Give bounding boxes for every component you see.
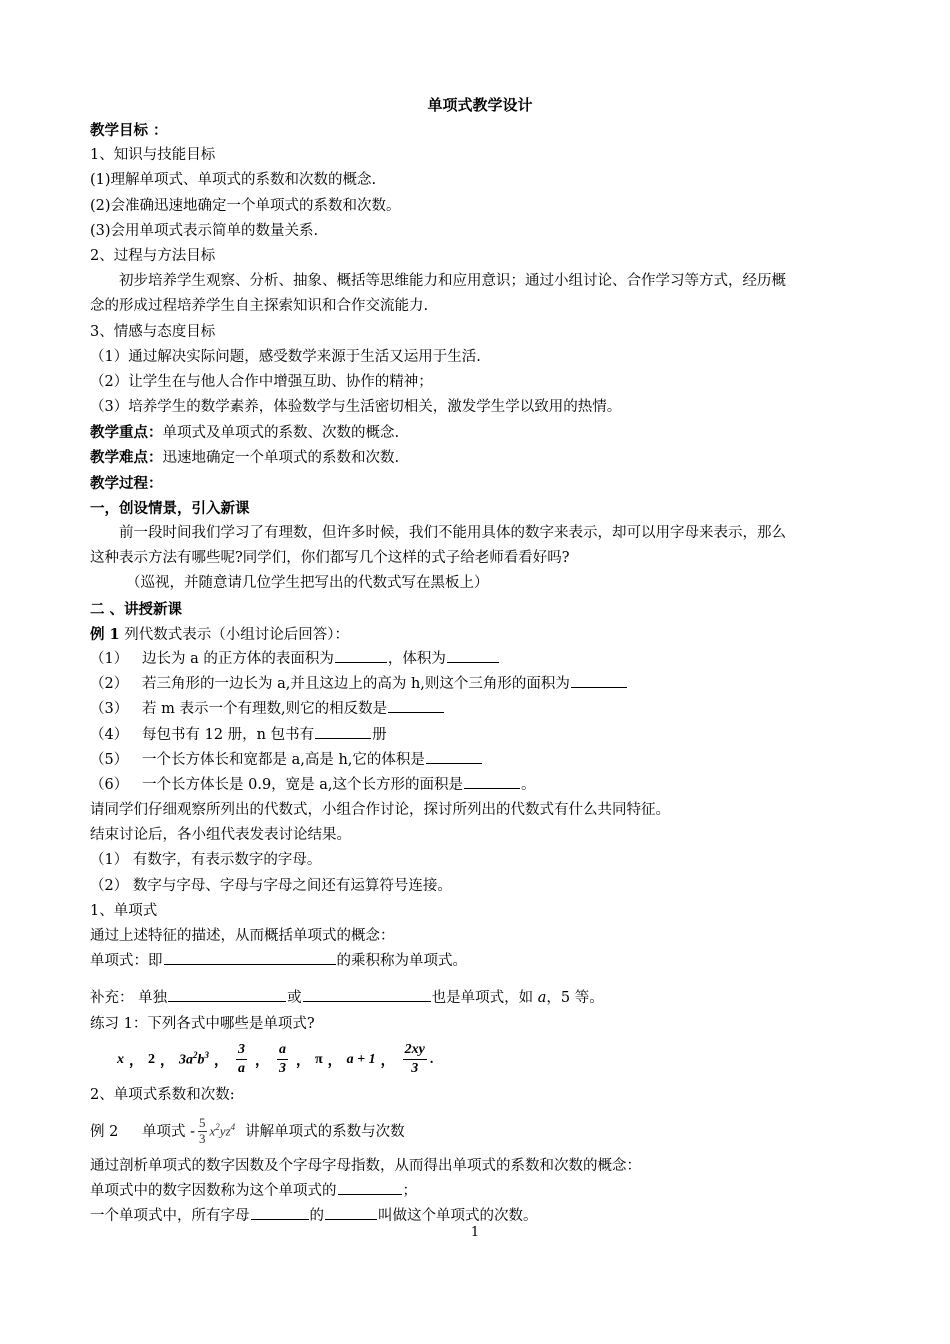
section2-heading: 二 、讲授新课 [90,600,183,618]
example2-text: 讲解单项式的系数与次数 [245,1124,405,1141]
item-number: （4） [90,726,129,743]
difficulty-point [90,445,870,470]
item-text: ，体积为 [387,650,446,667]
example2-text: 单项式 - [142,1124,196,1141]
key-point-text: 单项式及单项式的系数、次数的概念. [162,425,400,442]
degree-blank [325,1204,377,1220]
section1-paragraph: 这种表示方法有哪些呢?同学们，你们都写几个这样的式子给老师看看好吗? [90,550,570,567]
goal1-item: (3)会用单项式表示简单的数量关系. [90,222,319,239]
item-text: 若 m 表示一个有理数,则它的相反数是 [142,701,388,718]
page-title: 单项式教学设计 [427,96,533,114]
example1-label: 例 1 [90,625,120,643]
coefficient-text: 单项式中的数字因数称为这个单项式的 [90,1183,337,1200]
formula-comma: ， [214,1053,228,1069]
discussion-result: （1） 有数字，有表示数字的字母。 [90,852,322,869]
coefficient-blank [338,1179,402,1195]
formula-fraction: $\frac{a}{3}$ [279,1042,286,1077]
example1-heading [90,622,870,647]
goal3-item: （2）让学生在与他人合作中增强互助、协作的精神； [90,373,433,390]
item-number: （1） [90,650,129,667]
key-point-label: 教学重点： [90,424,163,442]
item-number: （5） [90,751,129,768]
goals-heading: 教学目标 ： [90,122,168,139]
key-point [90,420,870,445]
goal1-item: (2)会准确迅速地确定一个单项式的系数和次数。 [90,197,401,214]
section1-paragraph: 前一段时间我们学习了有理数，但许多时候，我们不能用具体的数字来表示，却可以用字母来表示，那么 [119,525,786,541]
definition-line [90,949,870,974]
formula-comma: ， [327,1053,342,1069]
item-text: 。 [521,776,536,793]
formula-term: π [315,1051,323,1067]
section1-note: （巡视，并随意请几位学生把写出的代数式写在黑板上） [126,575,489,592]
goal2-paragraph-line: 念的形成过程培养学生自主探索知识和合作交流能力. [90,298,429,315]
coefficient-text: ； [402,1183,417,1200]
item-text: 边长为 a 的正方体的表面积为 [142,650,334,667]
answer-blank [335,647,387,663]
answer-blank [388,697,444,713]
example1-item [90,773,870,798]
goal1-item: (1)理解单项式、单项式的系数和次数的概念. [90,172,377,189]
formula-comma: ， [160,1053,174,1069]
formula-period: . [429,1051,434,1067]
process-heading: 教学过程： [90,474,163,492]
supplement-text: 补充： 单独 [90,990,168,1007]
formula-comma: ， [129,1053,143,1069]
example2-label: 例 2 [90,1124,119,1141]
subsection1-heading: 1、单项式 [90,902,158,919]
supplement-var: a [537,990,547,1007]
goal2-heading: 2、过程与方法目标 [90,247,216,264]
difficulty-label: 教学难点： [90,449,163,467]
item-text: 每包书有 12 册，n 包书有 [142,726,315,743]
example1-item [90,697,870,722]
goal3-item: （1）通过解决实际问题，感受数学来源于生活又运用于生活. [90,348,481,365]
definition-blank [164,949,336,965]
item-text: 册 [372,726,387,743]
goal3-item: （3）培养学生的数学素养，体验数学与生活密切相关，激发学生学以致用的热情。 [90,399,622,416]
goal2-paragraph-line: 初步培养学生观察、分析、抽象、概括等思维能力和应用意识；通过小组讨论、合作学习等方式，经历概 [119,273,786,290]
degree-text: 一个单项式中，所有字母 [90,1208,250,1225]
answer-blank [464,773,520,789]
answer-blank [447,647,499,663]
formula-comma: ， [380,1053,395,1069]
example1-text: 列代数式表示（小组讨论后回答）： [119,626,349,643]
answer-blank [315,723,371,739]
supplement-text: 或 [287,990,302,1007]
goal1-heading: 1、知识与技能目标 [90,147,216,164]
observe-text: 结束讨论后，各小组代表发表讨论结果。 [90,827,351,844]
supplement-line [90,986,870,1011]
example1-item [90,672,870,697]
degree-text: 的 [309,1208,324,1225]
example2-monomial: $x^2yz^4$ [209,1122,236,1139]
item-number: （2） [90,676,129,693]
formula-term: x [117,1051,124,1067]
formula-fraction: $\frac{3}{a}$ [238,1042,245,1077]
item-text: 一个长方体长是 0.9，宽是 a,这个长方形的面积是 [142,776,464,793]
item-number: （6） [90,776,129,793]
goal3-heading: 3、情感与态度目标 [90,323,216,340]
example1-item [90,647,870,672]
discussion-result: （2） 数字与字母、字母与字母之间还有运算符号连接。 [90,877,452,894]
example2-line [90,1108,870,1154]
subsection1-paragraph: 通过上述特征的描述，从而概括单项式的概念： [90,928,395,944]
item-number: （3） [90,701,129,718]
supplement-blank [303,986,431,1002]
definition-text: 单项式：即 [90,953,163,970]
formula-comma: ， [255,1053,269,1069]
item-text: 一个长方体长和宽都是 a,高是 h,它的体积是 [142,751,425,768]
practice1-formula [90,1037,870,1083]
formula-fraction: $\frac{2xy}{3}$ [404,1042,425,1077]
difficulty-text: 迅速地确定一个单项式的系数和次数. [162,450,400,467]
page-number: 1 [470,1225,480,1240]
example2-fraction: $\frac{5}{3}$ [199,1115,206,1146]
answer-blank [426,748,482,764]
observe-text: 请同学们仔细观察所列出的代数式，小组合作讨论，探讨所列出的代数式有什么共同特征。 [90,802,670,819]
formula-term: 2 [148,1051,155,1067]
degree-blank [251,1204,309,1220]
coefficient-definition [90,1179,870,1204]
degree-text: 叫做这个单项式的次数。 [378,1208,538,1225]
document-page [90,90,870,1230]
definition-text: 的乘积称为单项式。 [336,953,467,970]
analysis-text: 通过剖析单项式的数字因数及个字母字母指数，从而得出单项式的系数和次数的概念： [90,1157,641,1174]
section1-heading: 一，创设情景，引入新课 [90,499,250,517]
supplement-blank [168,986,286,1002]
example1-item [90,723,870,748]
formula-comma: ， [296,1053,310,1069]
subsection2-heading: 2、单项式系数和次数: [90,1086,235,1103]
formula-term: $3a^2b^3$ [179,1050,209,1069]
example1-item [90,748,870,773]
supplement-text: 也是单项式，如 [431,990,538,1007]
practice1-heading: 练习 1：下列各式中哪些是单项式? [90,1015,315,1032]
item-text: 若三角形的一边长为 a,并且这边上的高为 h,则这个三角形的面积为 [142,676,570,693]
answer-blank [571,672,627,688]
formula-term: a + 1 [346,1051,376,1067]
supplement-text: ，5 等。 [546,990,604,1007]
